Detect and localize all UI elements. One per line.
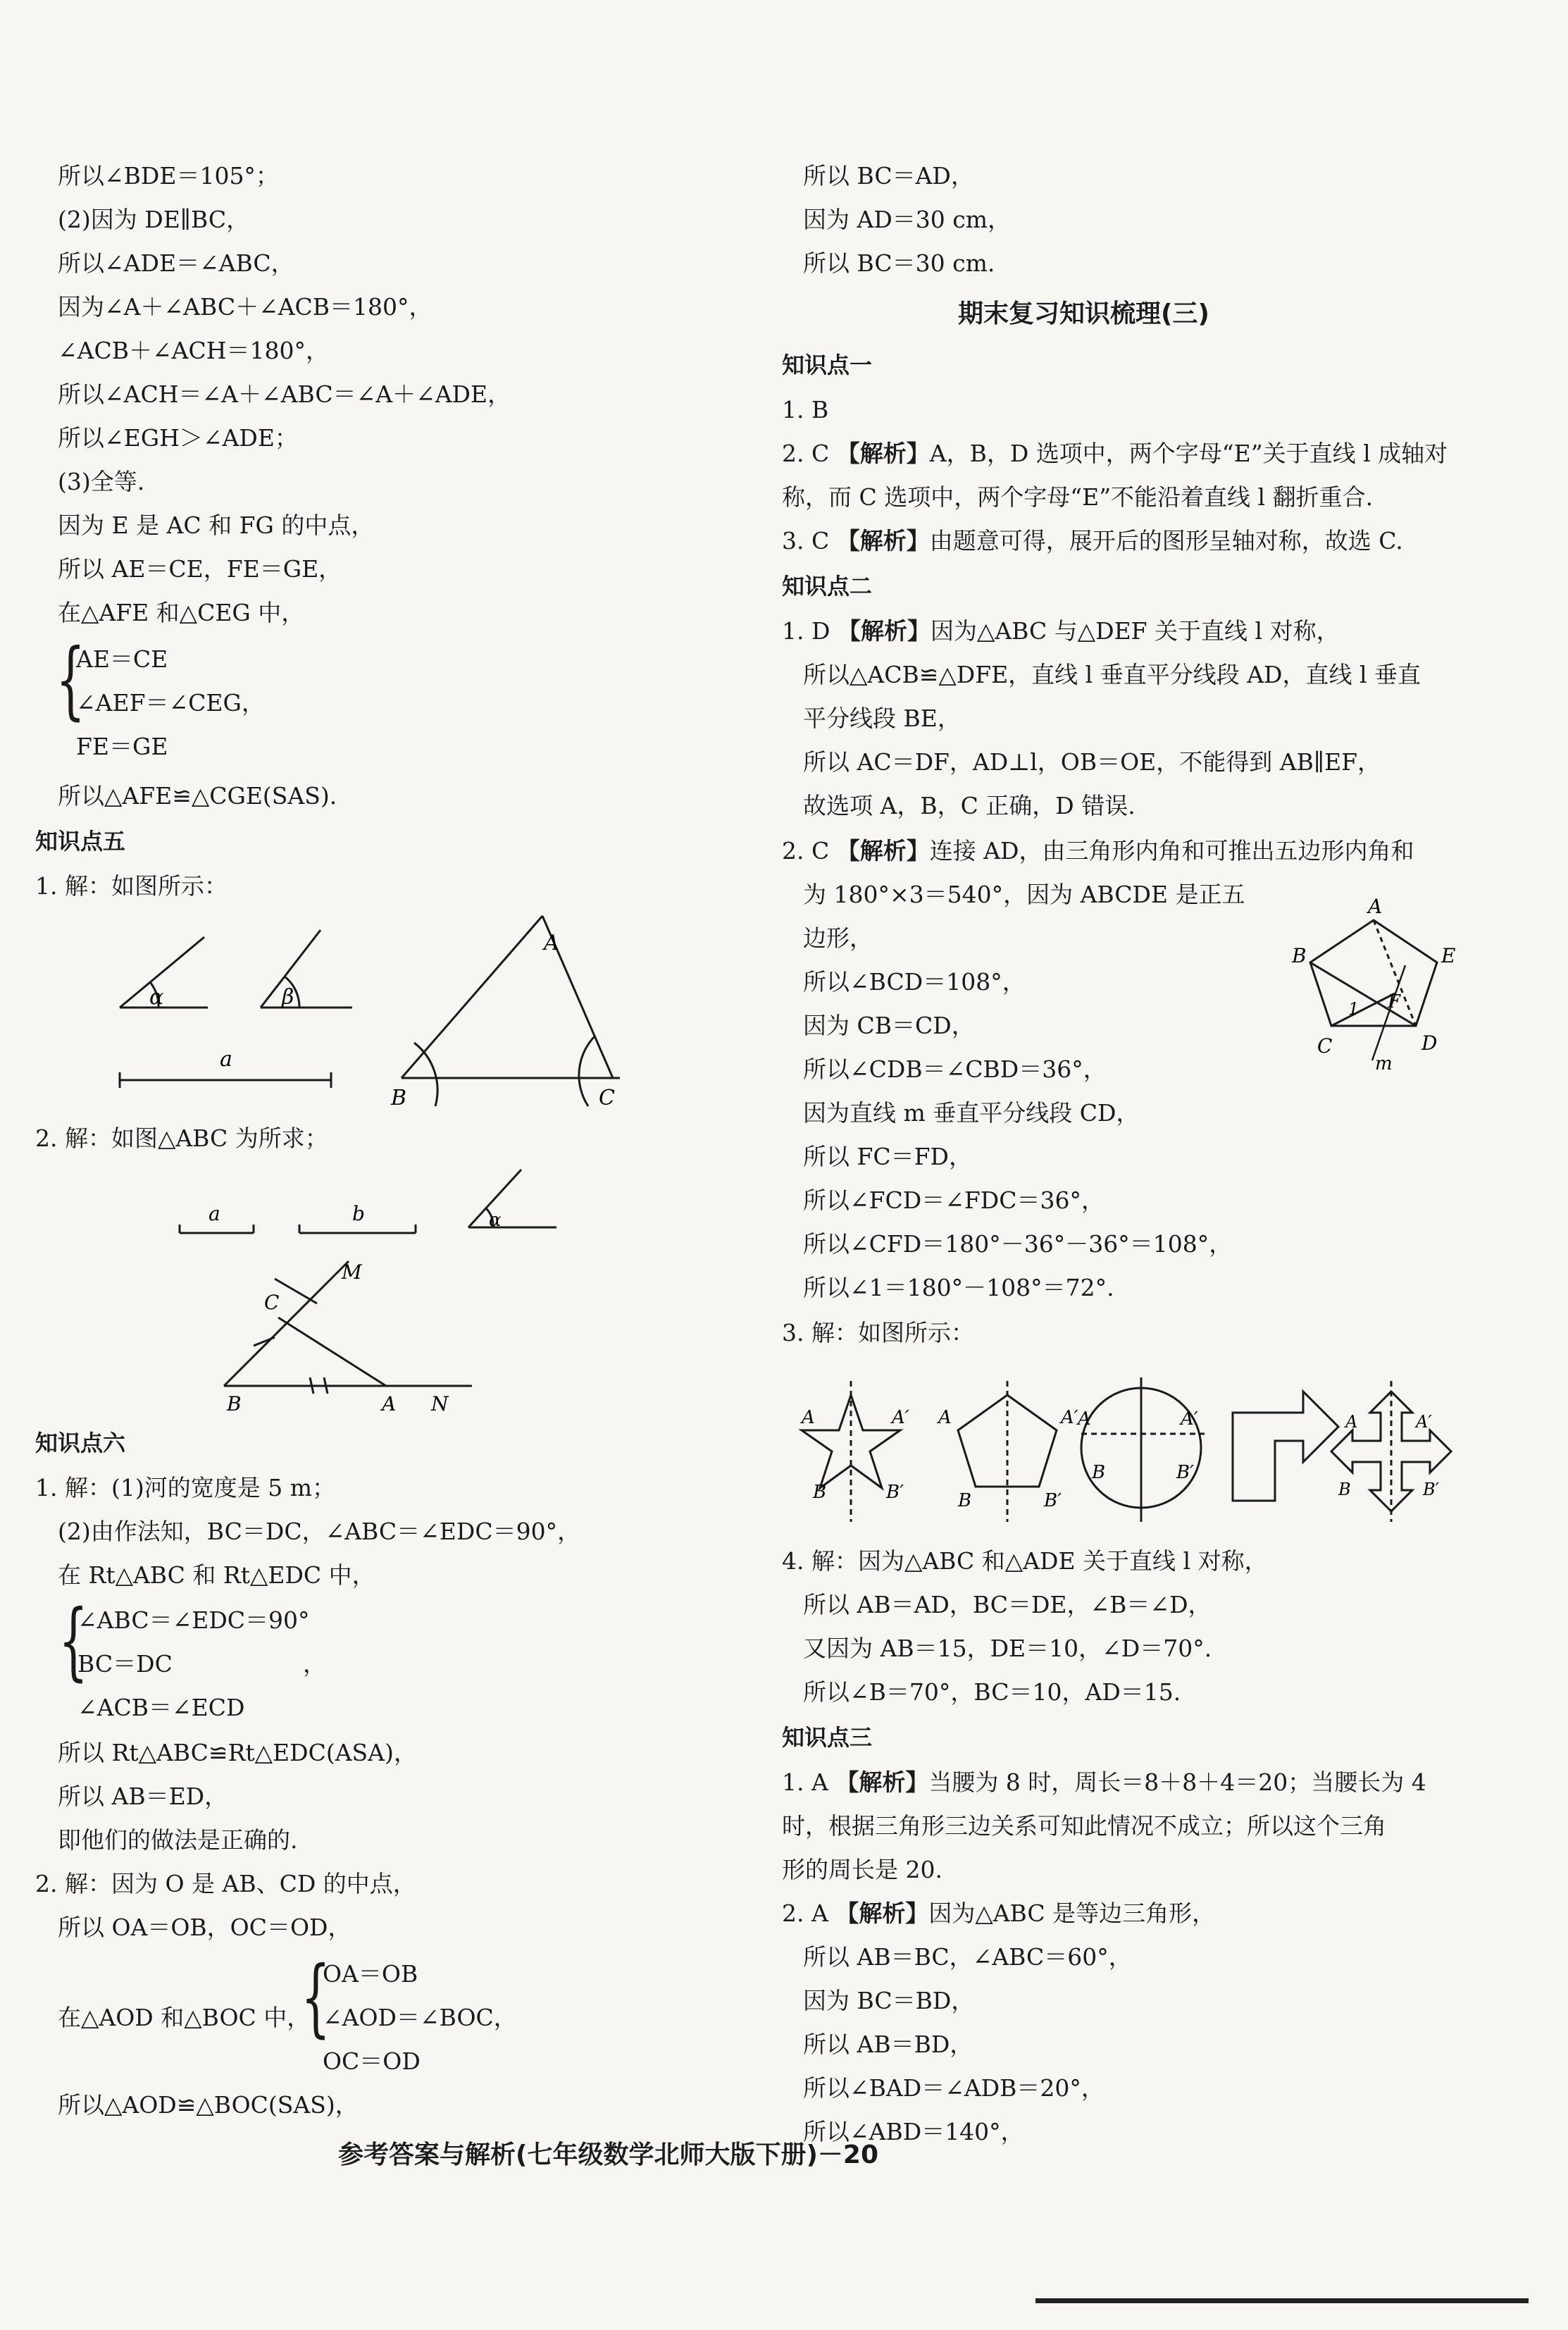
text-line <box>782 438 1448 469</box>
analysis-tag: 【解析】 <box>836 837 930 865</box>
answer-number: 2. A <box>782 1900 828 1927</box>
brace: { <box>301 1949 331 2047</box>
text-line: 所以∠CFD＝180°－36°－36°＝108°， <box>803 1230 1233 1258</box>
system-line: BC＝DC <box>77 1650 173 1678</box>
section-heading: 知识点六 <box>35 1430 126 1456</box>
text-line: 所以 FC＝FD， <box>803 1143 972 1170</box>
point-N: N <box>431 1392 449 1415</box>
bottom-rule <box>1035 2298 1529 2303</box>
circle-B: B <box>1092 1462 1106 1483</box>
circle-A: A <box>1078 1408 1091 1430</box>
pentagon-A: A <box>1368 895 1383 918</box>
system-line: ∠ACB＝∠ECD <box>77 1694 245 1721</box>
b-label: b <box>352 1202 365 1225</box>
text-line: 1. 解：如图所示： <box>35 872 228 900</box>
text-line: 2. 解：如图△ABC 为所求； <box>35 1124 328 1152</box>
section-heading: 知识点一 <box>782 352 873 378</box>
text-line: 即他们的做法是正确的. <box>58 1826 298 1854</box>
text-line: (2)因为 DE∥BC， <box>58 206 250 233</box>
pentagon-shape-B: B <box>958 1490 972 1511</box>
text-line: 所以△AOD≌△BOC(SAS)， <box>58 2091 359 2119</box>
analysis-tag: 【解析】 <box>835 1900 929 1927</box>
a-label: a <box>209 1202 220 1225</box>
text-line: 所以 AB＝BD， <box>803 2031 973 2058</box>
text-line: 所以 AE＝CE，FE＝GE， <box>58 555 342 583</box>
pentagon-C: C <box>1317 1034 1333 1058</box>
text-line: 所以∠BAD＝∠ADB＝20°， <box>803 2074 1105 2102</box>
brace: { <box>58 1592 89 1690</box>
pentagon-shape-A-prime: A′ <box>1061 1407 1078 1428</box>
text-line <box>782 526 1403 557</box>
text-run: 由题意可得，展开后的图形呈轴对称，故选 C. <box>929 527 1403 554</box>
text-line: 故选项 A，B，C 正确，D 错误. <box>803 792 1135 819</box>
text-line: 因为直线 m 垂直平分线段 CD， <box>803 1099 1140 1127</box>
text-line: 所以△ACB≌△DFE，直线 l 垂直平分线段 AD，直线 l 垂直 <box>803 661 1421 688</box>
section-heading: 知识点三 <box>782 1724 873 1751</box>
cross-B-prime: B′ <box>1423 1480 1440 1499</box>
text-line: 所以∠1＝180°－108°＝72°. <box>803 1274 1114 1301</box>
brace: { <box>56 631 86 729</box>
text-line: 因为 AD＝30 cm， <box>803 206 1012 233</box>
text-line: 1. 解：(1)河的宽度是 5 m； <box>35 1474 335 1501</box>
text-line: 所以 Rt△ABC≌Rt△EDC(ASA)， <box>58 1739 417 1766</box>
pentagon-shape-A: A <box>938 1407 952 1428</box>
text-run: A，B，D 选项中，两个字母“E”关于直线 l 成轴对 <box>929 440 1448 467</box>
text-run: 因为△ABC 与△DEF 关于直线 l 对称， <box>930 617 1340 645</box>
text-line: 为 180°×3＝540°，因为 ABCDE 是正五 <box>803 881 1245 908</box>
text-line: 因为 BC＝BD， <box>803 1987 975 2014</box>
vertex-C: C <box>599 1086 615 1110</box>
analysis-tag: 【解析】 <box>835 1768 929 1796</box>
figure-pentagon <box>1289 895 1529 1092</box>
answer-number: 1. D <box>782 617 830 645</box>
text-line <box>782 836 1414 867</box>
text-line: (3)全等. <box>58 468 145 495</box>
star-A: A <box>802 1407 815 1428</box>
a-label: a <box>220 1047 232 1072</box>
cross-A-prime: A′ <box>1416 1412 1432 1432</box>
system-line: OC＝OD <box>323 2047 421 2075</box>
text-line: ∠ACB＋∠ACH＝180°， <box>58 337 329 364</box>
star-B: B <box>813 1482 827 1503</box>
text-line: 所以∠ADE＝∠ABC， <box>58 249 294 277</box>
text-run: 当腰为 8 时，周长＝8＋8＋4＝20；当腰长为 4 <box>928 1768 1426 1796</box>
answer-number: 3. C <box>782 527 830 554</box>
text-line: 所以 AB＝AD，BC＝DE，∠B＝∠D， <box>803 1591 1212 1618</box>
section-heading: 知识点五 <box>35 828 126 855</box>
pentagon-B: B <box>1292 944 1307 967</box>
text-line <box>782 1767 1426 1798</box>
point-C: C <box>264 1291 280 1314</box>
text-line: 所以∠BCD＝108°， <box>803 968 1026 996</box>
text-line: 3. 解：如图所示： <box>782 1319 974 1346</box>
circle-A-prime: A′ <box>1181 1408 1198 1430</box>
text-line: 称，而 C 选项中，两个字母“E”不能沿着直线 l 翻折重合. <box>782 483 1374 511</box>
cross-A: A <box>1345 1412 1358 1432</box>
pentagon-shape-B-prime: B′ <box>1044 1490 1062 1511</box>
analysis-tag: 【解析】 <box>836 440 930 467</box>
text-line: 所以 AC＝DF，AD⊥l，OB＝OE，不能得到 AB∥EF， <box>803 748 1381 776</box>
text-line: 所以 BC＝30 cm. <box>803 249 995 277</box>
text-line: 时，根据三角形三边关系可知此情况不成立；所以这个三角 <box>782 1812 1386 1840</box>
system-line: ∠AOD＝∠BOC， <box>323 2004 517 2031</box>
text-line: 4. 解：因为△ABC 和△ADE 关于直线 l 对称， <box>782 1547 1268 1575</box>
answer-number: 2. C <box>782 440 830 467</box>
answer-number: 2. C <box>782 837 830 865</box>
alpha-label: α <box>489 1210 502 1231</box>
alpha-label: α <box>149 985 164 1010</box>
system-line: FE＝GE <box>76 733 168 760</box>
beta-label: β <box>282 985 294 1010</box>
text-line: 所以 AB＝BC，∠ABC＝60°， <box>803 1943 1132 1971</box>
system-line: ∠ABC＝∠EDC＝90° <box>77 1606 310 1634</box>
text-line: 1. B <box>782 396 829 423</box>
star-B-prime: B′ <box>886 1482 904 1503</box>
text-line: 边形， <box>803 924 873 952</box>
text-line: 因为∠A＋∠ABC＋∠ACB＝180°， <box>58 293 433 321</box>
system-line: ∠AEF＝∠CEG， <box>76 689 265 717</box>
text-line: 所以∠BDE＝105°； <box>58 162 279 190</box>
text-line <box>782 616 1340 647</box>
text-line: 所以∠B＝70°，BC＝10，AD＝15. <box>803 1678 1181 1706</box>
point-B: B <box>227 1392 242 1415</box>
text-line: 所以△AFE≌△CGE(SAS). <box>58 782 337 810</box>
text-line: 在△AFE 和△CEG 中， <box>58 599 305 626</box>
text-line: 所以∠ABD＝140°， <box>803 2118 1024 2145</box>
text-line: 所以∠ACH＝∠A＋∠ABC＝∠A＋∠ADE， <box>58 380 511 408</box>
analysis-tag: 【解析】 <box>836 527 930 554</box>
text-line: 形的周长是 20. <box>782 1856 942 1883</box>
pentagon-E: E <box>1441 944 1456 967</box>
text-line: 所以 AB＝ED， <box>58 1783 228 1810</box>
vertex-B: B <box>391 1086 407 1110</box>
system-line: OA＝OB <box>323 1960 418 1988</box>
pentagon-F: F <box>1388 991 1401 1012</box>
star-A-prime: A′ <box>892 1407 909 1428</box>
text-line: 在△AOD 和△BOC 中， <box>58 2004 311 2031</box>
cross-B: B <box>1338 1480 1351 1499</box>
text-line: 在 Rt△ABC 和 Rt△EDC 中， <box>58 1561 375 1589</box>
text-line: 平分线段 BE， <box>803 705 961 732</box>
point-A: A <box>382 1392 397 1415</box>
text-run: 因为△ABC 是等边三角形， <box>928 1900 1216 1927</box>
system-line: ， <box>303 1650 326 1678</box>
point-M: M <box>342 1260 362 1284</box>
analysis-tag: 【解析】 <box>837 617 931 645</box>
circle-B-prime: B′ <box>1176 1462 1195 1483</box>
text-line: 所以∠FCD＝∠FDC＝36°， <box>803 1186 1105 1214</box>
page-footer: 参考答案与解析(七年级数学北师大版下册)－20 <box>338 2140 879 2169</box>
pentagon-m: m <box>1375 1053 1393 1074</box>
figure-construction-1 <box>0 909 704 1120</box>
text-line: 因为 E 是 AC 和 FG 的中点， <box>58 512 375 539</box>
figure-construction-2 <box>0 1155 704 1423</box>
answer-number: 1. A <box>782 1768 828 1796</box>
figure-symmetric-shapes <box>782 1360 1543 1543</box>
text-line: 所以∠EGH＞∠ADE； <box>58 424 298 452</box>
text-line: 因为 CB＝CD， <box>803 1012 975 1039</box>
section-title: 期末复习知识梳理(三) <box>958 299 1209 328</box>
text-line: 所以∠CDB＝∠CBD＝36°， <box>803 1055 1107 1083</box>
text-line: 所以 BC＝AD， <box>803 162 974 190</box>
system-line: AE＝CE <box>76 645 168 673</box>
text-line: 2. 解：因为 O 是 AB、CD 的中点， <box>35 1870 416 1897</box>
pentagon-1: 1 <box>1348 999 1359 1019</box>
text-run: 连接 AD，由三角形内角和可推出五边形内角和 <box>929 837 1414 865</box>
pentagon-D: D <box>1421 1031 1438 1055</box>
vertex-A: A <box>544 931 559 955</box>
text-line: (2)由作法知，BC＝DC，∠ABC＝∠EDC＝90°， <box>58 1518 581 1545</box>
section-heading: 知识点二 <box>782 573 873 600</box>
text-line: 又因为 AB＝15，DE＝10，∠D＝70°. <box>803 1635 1212 1662</box>
text-line: 所以 OA＝OB，OC＝OD， <box>58 1914 351 1941</box>
text-line <box>782 1898 1215 1929</box>
